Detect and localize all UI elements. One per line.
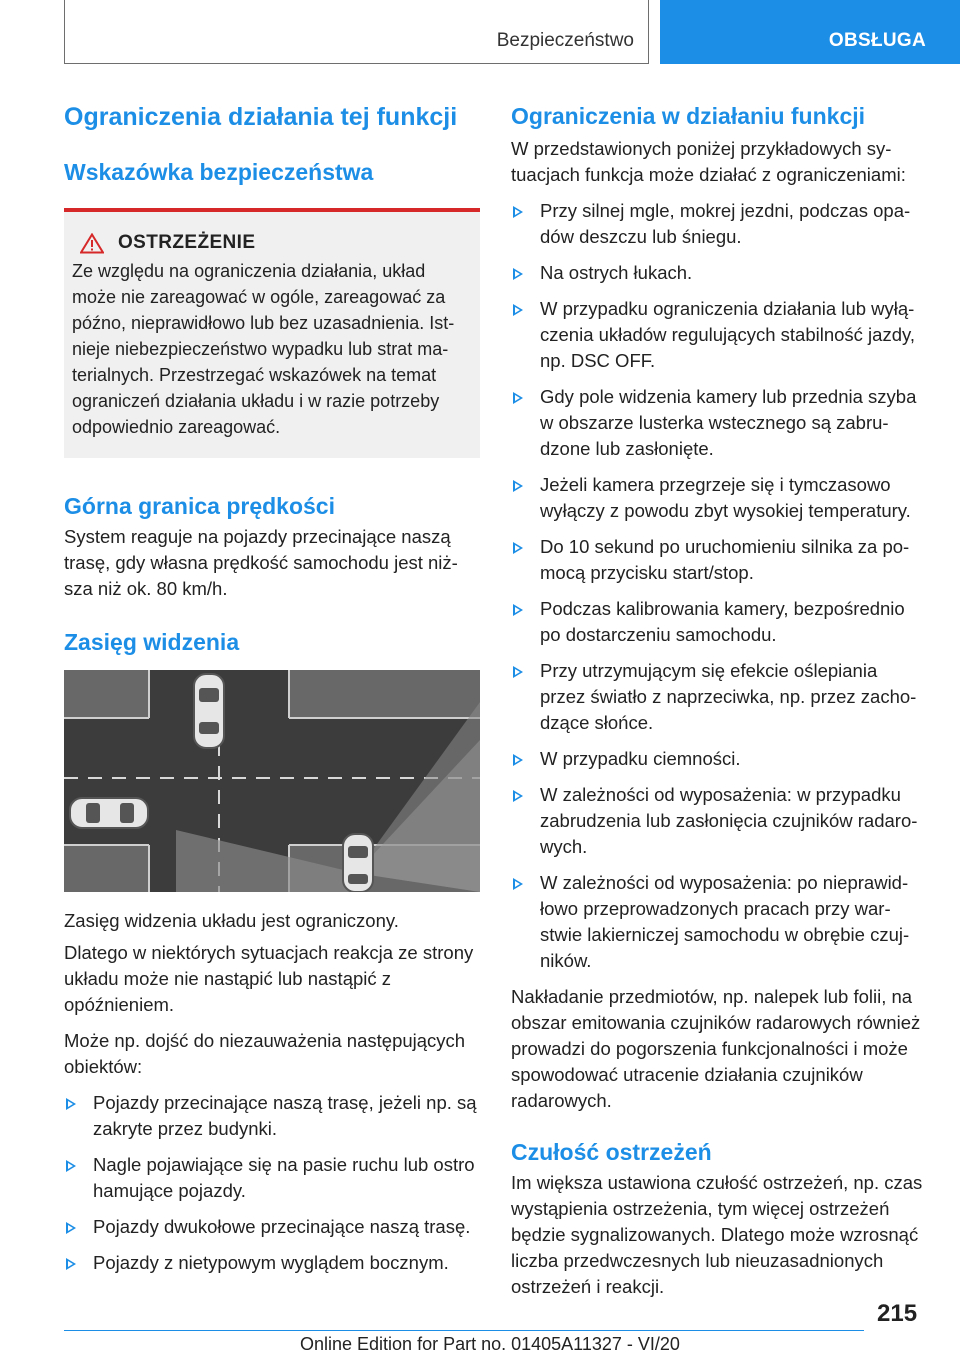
triangle-bullet-icon bbox=[513, 304, 523, 316]
warning-triangle-icon bbox=[80, 233, 104, 254]
triangle-bullet-icon bbox=[513, 480, 523, 492]
triangle-bullet-icon bbox=[513, 206, 523, 218]
triangle-bullet-icon bbox=[513, 878, 523, 890]
triangle-bullet-icon bbox=[513, 542, 523, 554]
header-section-box bbox=[64, 0, 649, 64]
speed-text: System reaguje na pojazdy przecinające naszą trasę, gdy własna prędkość samochodu jest niższa niż ok. 80 km/h. bbox=[64, 526, 458, 599]
footer-divider bbox=[64, 1330, 864, 1331]
list-item: Przy silnej mgle, mokrej jezdni, podczas opadów deszczu lub śniegu. bbox=[511, 198, 924, 250]
range-text-1: Zasięg widzenia układu jest ograniczony. bbox=[64, 910, 399, 931]
list-item: Na ostrych łukach. bbox=[511, 260, 924, 286]
safety-heading: Wskazówka bezpieczeństwa bbox=[64, 159, 374, 185]
speed-heading: Górna granica prędkości bbox=[64, 493, 335, 519]
header-tab-label: OBSŁUGA bbox=[828, 30, 926, 51]
list-item: Pojazdy z nietypowym wyglądem bocznym. bbox=[64, 1250, 480, 1276]
limits-heading: Ograniczenia w działaniu funkcji bbox=[511, 103, 866, 129]
list-item: W przypadku ograniczenia działania lub wyłączenia układów regulujących stabilność jazdy, np. DSC OFF. bbox=[511, 296, 924, 374]
sensitivity-heading: Czułość ostrzeżeń bbox=[511, 1139, 712, 1165]
range-text-2: Dlatego w niektórych sytuacjach reakcja ze strony układu może nie nastąpić lub nastąpić z opóźnieniem. bbox=[64, 942, 474, 1015]
header-tab[interactable] bbox=[660, 0, 960, 64]
triangle-bullet-icon bbox=[513, 790, 523, 802]
limits-intro: W przedstawionych poniżej przykładowych sytuacjach funkcja może działać z ograniczeniami: bbox=[511, 138, 906, 185]
list-item: W zależności od wyposażenia: w przypadku zabrudzenia lub zasłonięcia czujników radarowych. bbox=[511, 782, 924, 860]
car-top-icon bbox=[194, 674, 224, 748]
list-item: W zależności od wyposażenia: po nieprawidłowo przeprowadzonych pracach przy warstwie lakierniczej samochodu w obrębie czujników. bbox=[511, 870, 924, 974]
list-item: W przypadku ciemności. bbox=[511, 746, 924, 772]
warning-title bbox=[72, 232, 472, 254]
warning-label: OSTRZEŻENIE bbox=[118, 232, 256, 253]
list-item: Nagle pojawiające się na pasie ruchu lub ostro hamujące pojazdy. bbox=[64, 1152, 480, 1204]
list-item: Do 10 sekund po uruchomieniu silnika za pomocą przycisku start/stop. bbox=[511, 534, 924, 586]
range-heading: Zasięg widzenia bbox=[64, 629, 240, 655]
list-item: Gdy pole widzenia kamery lub przednia szyba w obszarze lusterka wstecznego są zabrudzone lub zasłonięte. bbox=[511, 384, 924, 462]
triangle-bullet-icon bbox=[513, 268, 523, 280]
triangle-bullet-icon bbox=[66, 1098, 76, 1110]
warning-box bbox=[64, 208, 480, 458]
sensitivity-text: Im większa ustawiona czułość ostrzeżeń, np. czas wystąpienia ostrzeżenia, tym więcej ostrzeżeń będzie sygnalizowanych. Dlatego może wzrosnąć liczba przedwczesnych lub nieuzasadnionych ostrzeżeń i reakcji. bbox=[511, 1172, 923, 1297]
warning-text: Ze względu na ograniczenia działania, układ może nie zareagować w ogóle, zareagować za późno, nieprawidłowo lub bez uzasadnienia. Istnieje niebezpieczeństwo wypadku lub strat materialnych. Przestrzegać wskazówek na temat ograniczeń działania układu i w razie potrzeby odpowiednio zareagować. bbox=[72, 261, 455, 437]
limits-list bbox=[511, 198, 924, 974]
objects-list bbox=[64, 1090, 480, 1276]
triangle-bullet-icon bbox=[513, 754, 523, 766]
list-item: Przy utrzymującym się efekcie oślepiania przez światło z naprzeciwka, np. przez zachodzące słońce. bbox=[511, 658, 924, 736]
car-left-icon bbox=[70, 798, 148, 828]
triangle-bullet-icon bbox=[513, 604, 523, 616]
triangle-bullet-icon bbox=[66, 1160, 76, 1172]
list-item: Podczas kalibrowania kamery, bezpośrednio po dostarczeniu samochodu. bbox=[511, 596, 924, 648]
list-item: Jeżeli kamera przegrzeje się i tymczasowo wyłączy z powodu zbyt wysokiej temperatury. bbox=[511, 472, 924, 524]
right-column bbox=[511, 100, 924, 1300]
field-of-view-diagram bbox=[64, 670, 480, 892]
header-section-title: Bezpieczeństwo bbox=[496, 30, 634, 51]
triangle-bullet-icon bbox=[66, 1222, 76, 1234]
triangle-bullet-icon bbox=[513, 666, 523, 678]
page-title: Ograniczenia działania tej funkcji bbox=[64, 103, 458, 131]
car-own-icon bbox=[343, 834, 373, 892]
page-number: 215 bbox=[877, 1300, 918, 1327]
footer-edition: Online Edition for Part no. 01405A11327 - VI/20 bbox=[300, 1334, 680, 1354]
list-item: Pojazdy przecinające naszą trasę, jeżeli np. są zakryte przez budynki. bbox=[64, 1090, 480, 1142]
left-column bbox=[64, 100, 480, 1286]
list-item: Pojazdy dwukołowe przecinające naszą trasę. bbox=[64, 1214, 480, 1240]
triangle-bullet-icon bbox=[66, 1258, 76, 1270]
stickers-paragraph: Nakładanie przedmiotów, np. nalepek lub folii, na obszar emitowania czujników radarowych również prowadzi do pogorszenia funkcjonalności i może spowodować utracenie działania czujników radarowych. bbox=[511, 986, 921, 1111]
triangle-bullet-icon bbox=[513, 392, 523, 404]
range-text-3: Może np. dojść do niezauważenia następujących obiektów: bbox=[64, 1030, 466, 1077]
